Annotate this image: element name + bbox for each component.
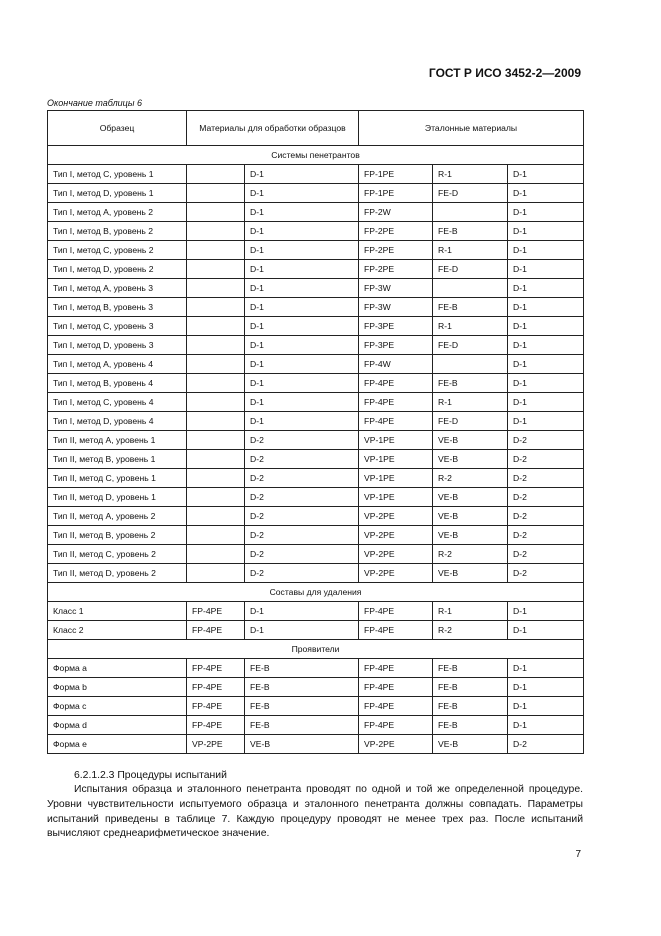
table-cell — [187, 374, 245, 393]
table-cell: D-1 — [245, 393, 359, 412]
table-cell: VE-B — [433, 526, 508, 545]
table-cell — [187, 431, 245, 450]
table-cell: VP-1PE — [359, 450, 433, 469]
table-cell: D-1 — [245, 241, 359, 260]
table-cell — [187, 526, 245, 545]
table-cell: D-1 — [245, 298, 359, 317]
table-cell: FP-3PE — [359, 317, 433, 336]
table-row — [48, 564, 584, 583]
table-cell: D-1 — [508, 203, 584, 222]
table-cell: D-1 — [508, 602, 584, 621]
table-cell: Тип II, метод А, уровень 1 — [48, 431, 187, 450]
table-cell: D-1 — [245, 621, 359, 640]
table-cell: R-1 — [433, 317, 508, 336]
document-header: ГОСТ Р ИСО 3452-2—2009 — [428, 66, 581, 80]
table-cell — [187, 165, 245, 184]
table-cell: D-1 — [508, 716, 584, 735]
table-cell — [433, 203, 508, 222]
table-cell: D-2 — [245, 450, 359, 469]
table-cell: Тип I, метод В, уровень 2 — [48, 222, 187, 241]
table-cell: D-1 — [245, 279, 359, 298]
table-caption: Окончание таблицы 6 — [47, 98, 142, 108]
table-row — [48, 374, 584, 393]
table-cell: FE-B — [433, 659, 508, 678]
table-row — [48, 412, 584, 431]
table-cell: D-2 — [508, 469, 584, 488]
table-cell: VP-2PE — [359, 526, 433, 545]
table-cell: Тип I, метод А, уровень 3 — [48, 279, 187, 298]
table-cell: R-2 — [433, 545, 508, 564]
table-cell — [187, 545, 245, 564]
table-cell: FE-B — [245, 659, 359, 678]
table-cell: FP-4PE — [187, 697, 245, 716]
table-cell: D-1 — [508, 355, 584, 374]
table-cell: Форма b — [48, 678, 187, 697]
table-cell — [187, 203, 245, 222]
table-cell: D-1 — [245, 260, 359, 279]
table-cell — [187, 184, 245, 203]
section-title: Системы пенетрантов — [48, 146, 584, 165]
table-cell: VP-2PE — [359, 545, 433, 564]
page-number: 7 — [575, 849, 581, 860]
table-row — [48, 298, 584, 317]
table-cell: D-1 — [508, 184, 584, 203]
table-cell — [187, 564, 245, 583]
table-cell: R-1 — [433, 393, 508, 412]
table-cell — [433, 355, 508, 374]
table-cell: VP-2PE — [359, 507, 433, 526]
table-cell — [187, 450, 245, 469]
table-row — [48, 355, 584, 374]
table-row — [48, 336, 584, 355]
table-cell: FE-D — [433, 412, 508, 431]
table-cell: Тип I, метод С, уровень 2 — [48, 241, 187, 260]
table-cell: D-2 — [508, 564, 584, 583]
table-cell: Тип I, метод С, уровень 1 — [48, 165, 187, 184]
table-cell: D-2 — [245, 526, 359, 545]
table-cell: D-2 — [508, 526, 584, 545]
table-cell: Класс 2 — [48, 621, 187, 640]
table-cell: FE-B — [245, 697, 359, 716]
table-cell: FP-4PE — [359, 393, 433, 412]
table-cell — [187, 241, 245, 260]
table-cell: D-2 — [508, 488, 584, 507]
table-row — [48, 488, 584, 507]
table-row — [48, 507, 584, 526]
table-cell: FP-1PE — [359, 184, 433, 203]
table-cell: VP-2PE — [359, 735, 433, 754]
table-cell: FE-D — [433, 260, 508, 279]
table-row — [48, 602, 584, 621]
table-cell: FP-3W — [359, 298, 433, 317]
table-cell: FE-B — [433, 298, 508, 317]
table-cell: D-1 — [508, 393, 584, 412]
table-cell: FP-4PE — [359, 659, 433, 678]
table-cell: Форма d — [48, 716, 187, 735]
table-cell: D-1 — [245, 355, 359, 374]
table-cell: R-2 — [433, 621, 508, 640]
table-cell: R-1 — [433, 241, 508, 260]
table-cell: D-1 — [245, 184, 359, 203]
table-cell: FE-B — [433, 678, 508, 697]
table-cell: D-1 — [508, 678, 584, 697]
table-cell: D-2 — [245, 488, 359, 507]
table-cell: FP-4PE — [359, 602, 433, 621]
table-cell — [187, 488, 245, 507]
table-row — [48, 431, 584, 450]
table-cell: VE-B — [433, 564, 508, 583]
table-cell: VE-B — [433, 735, 508, 754]
table-cell: VE-B — [433, 431, 508, 450]
table-cell: FP-3W — [359, 279, 433, 298]
table-cell: Тип I, метод С, уровень 4 — [48, 393, 187, 412]
table-cell — [187, 393, 245, 412]
table-cell: D-1 — [508, 697, 584, 716]
section-title: Составы для удаления — [48, 583, 584, 602]
table-cell: FP-4PE — [359, 374, 433, 393]
table-cell: D-1 — [508, 279, 584, 298]
table-cell — [187, 355, 245, 374]
table-row — [48, 222, 584, 241]
table-cell: D-2 — [245, 545, 359, 564]
table-cell: Тип II, метод В, уровень 1 — [48, 450, 187, 469]
section-row — [48, 640, 584, 659]
table-cell — [187, 260, 245, 279]
table-row — [48, 317, 584, 336]
body-paragraph: Испытания образца и эталонного пенетранта проводят по одной и той же определенной процедуре. Уровни чувствительности испытуемого образца и эталонного пенетранта должны совпадать. Параметры испытаний приведены в таблице 7. Каждую процедуру проводят не менее трех раз. После испытаний вычисляют среднеарифметическое значение. — [47, 784, 583, 840]
table-cell: Тип I, метод D, уровень 2 — [48, 260, 187, 279]
table-cell: Тип I, метод D, уровень 4 — [48, 412, 187, 431]
table-cell — [187, 298, 245, 317]
table-row — [48, 393, 584, 412]
table-cell: D-2 — [245, 564, 359, 583]
table-cell: D-1 — [245, 374, 359, 393]
table-cell: Тип II, метод D, уровень 2 — [48, 564, 187, 583]
table-cell: FP-4PE — [359, 697, 433, 716]
table-cell: Тип I, метод В, уровень 3 — [48, 298, 187, 317]
table-cell: FP-2PE — [359, 241, 433, 260]
table-cell: VP-1PE — [359, 488, 433, 507]
table-cell: FE-B — [433, 374, 508, 393]
penetrant-table — [47, 110, 584, 754]
table-cell: VE-B — [433, 450, 508, 469]
table-cell: D-1 — [508, 222, 584, 241]
table-cell: D-2 — [508, 545, 584, 564]
table-cell: D-1 — [245, 602, 359, 621]
table-cell: Тип II, метод В, уровень 2 — [48, 526, 187, 545]
table-cell: FP-4PE — [187, 678, 245, 697]
table-cell: D-1 — [508, 336, 584, 355]
table-cell: FP-1PE — [359, 165, 433, 184]
table-row — [48, 621, 584, 640]
table-cell: D-2 — [245, 507, 359, 526]
section-title: Проявители — [48, 640, 584, 659]
table-cell — [187, 507, 245, 526]
table-row — [48, 165, 584, 184]
table-row — [48, 241, 584, 260]
table-header-row — [48, 111, 584, 146]
table-cell: Тип II, метод D, уровень 1 — [48, 488, 187, 507]
table-cell: D-1 — [508, 317, 584, 336]
table-cell: Тип I, метод С, уровень 3 — [48, 317, 187, 336]
section-row — [48, 583, 584, 602]
table-cell: D-1 — [508, 659, 584, 678]
column-header-materials: Материалы для обработки образцов — [187, 111, 359, 146]
table-cell: FP-4PE — [187, 659, 245, 678]
table-cell: D-2 — [245, 431, 359, 450]
table-cell: FP-4PE — [359, 678, 433, 697]
table-cell — [433, 279, 508, 298]
table-cell: VP-2PE — [359, 564, 433, 583]
table-cell: VE-B — [433, 488, 508, 507]
table-cell: FP-4PE — [359, 621, 433, 640]
table-cell: R-2 — [433, 469, 508, 488]
table-cell: FE-B — [433, 222, 508, 241]
table-cell — [187, 336, 245, 355]
table-row — [48, 697, 584, 716]
table-cell: D-1 — [245, 336, 359, 355]
table-cell — [187, 222, 245, 241]
table-cell: FP-3PE — [359, 336, 433, 355]
table-cell: Тип I, метод D, уровень 1 — [48, 184, 187, 203]
table-cell: D-2 — [508, 735, 584, 754]
table-cell: D-1 — [508, 298, 584, 317]
table-cell: VP-1PE — [359, 469, 433, 488]
table-row — [48, 678, 584, 697]
table-cell: FE-D — [433, 336, 508, 355]
table-row — [48, 203, 584, 222]
table-cell: D-1 — [245, 203, 359, 222]
table-cell: D-1 — [508, 165, 584, 184]
table-row — [48, 659, 584, 678]
table-cell: Тип II, метод С, уровень 2 — [48, 545, 187, 564]
table-cell: D-2 — [508, 431, 584, 450]
table-cell: D-1 — [245, 222, 359, 241]
table-cell: D-1 — [508, 412, 584, 431]
table-cell: Тип II, метод А, уровень 2 — [48, 507, 187, 526]
table-cell: FP-2PE — [359, 260, 433, 279]
table-cell: Тип II, метод С, уровень 1 — [48, 469, 187, 488]
table-cell: FP-4PE — [187, 716, 245, 735]
table-cell: D-2 — [508, 507, 584, 526]
table-row — [48, 735, 584, 754]
table-row — [48, 545, 584, 564]
table-cell: Форма а — [48, 659, 187, 678]
table-cell — [187, 317, 245, 336]
table-cell: R-1 — [433, 165, 508, 184]
table-cell: FP-4PE — [187, 621, 245, 640]
table-cell: FP-4W — [359, 355, 433, 374]
table-row — [48, 716, 584, 735]
table-cell: FP-2W — [359, 203, 433, 222]
column-header-reference: Эталонные материалы — [359, 111, 584, 146]
table-cell: Форма е — [48, 735, 187, 754]
table-row — [48, 526, 584, 545]
table-cell: D-1 — [245, 412, 359, 431]
table-cell: FE-B — [433, 716, 508, 735]
table-cell: Тип I, метод D, уровень 3 — [48, 336, 187, 355]
table-cell: Тип I, метод А, уровень 2 — [48, 203, 187, 222]
table-cell: FP-2PE — [359, 222, 433, 241]
table-row — [48, 184, 584, 203]
table-cell: Тип I, метод А, уровень 4 — [48, 355, 187, 374]
table-cell — [187, 469, 245, 488]
table-cell: D-1 — [245, 317, 359, 336]
table-cell: FP-4PE — [359, 716, 433, 735]
table-cell — [187, 412, 245, 431]
table-cell: D-1 — [245, 165, 359, 184]
table-cell: VP-2PE — [187, 735, 245, 754]
section-heading: 6.2.1.2.3 Процедуры испытаний — [74, 770, 227, 781]
table-cell: Форма с — [48, 697, 187, 716]
table-cell: FP-4PE — [187, 602, 245, 621]
table-cell: FE-B — [245, 716, 359, 735]
table-cell — [187, 279, 245, 298]
table-cell: FE-B — [433, 697, 508, 716]
table-cell: D-1 — [508, 241, 584, 260]
table-row — [48, 450, 584, 469]
table-row — [48, 260, 584, 279]
table-cell: R-1 — [433, 602, 508, 621]
table-cell: D-1 — [508, 374, 584, 393]
table-row — [48, 279, 584, 298]
table-cell: D-1 — [508, 621, 584, 640]
table-row — [48, 469, 584, 488]
column-header-sample: Образец — [48, 111, 187, 146]
table-cell: Тип I, метод В, уровень 4 — [48, 374, 187, 393]
section-row — [48, 146, 584, 165]
table-cell: VE-B — [245, 735, 359, 754]
table-cell: D-1 — [508, 260, 584, 279]
table-cell: FE-D — [433, 184, 508, 203]
table-cell: VP-1PE — [359, 431, 433, 450]
table-cell: FE-B — [245, 678, 359, 697]
table-cell: Класс 1 — [48, 602, 187, 621]
table-cell: VE-B — [433, 507, 508, 526]
table-cell: D-2 — [245, 469, 359, 488]
table-cell: D-2 — [508, 450, 584, 469]
table-cell: FP-4PE — [359, 412, 433, 431]
